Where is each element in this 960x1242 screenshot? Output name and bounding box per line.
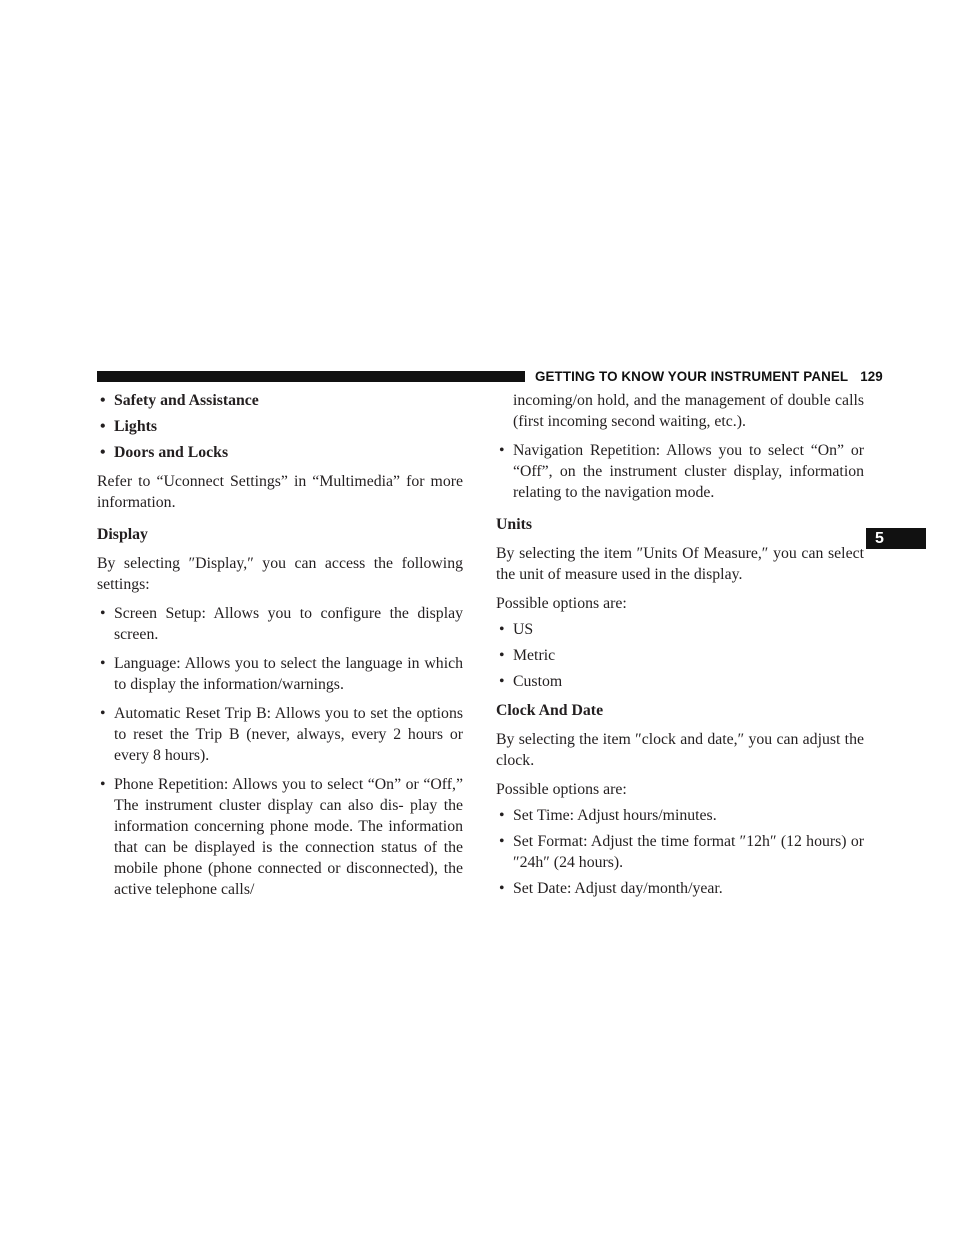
bullet-icon: • <box>100 655 106 672</box>
list-item: • Metric <box>499 647 556 664</box>
bullet-icon: • <box>499 673 505 690</box>
list-item: • Screen Setup: Allows you to configure the display screen. <box>100 605 463 643</box>
list-item: • Set Format: Adjust the time format ″12h″ (12 hours) or ″24h″ (24 hours). <box>499 833 864 871</box>
list-item: • Language: Allows you to select the language in which to display the information/warnings. <box>100 655 463 693</box>
list-item: • Custom <box>499 673 563 690</box>
bullet-icon: • <box>499 807 505 824</box>
list-item: • US <box>499 621 534 638</box>
clock-intro: By selecting the item ″clock and date,″ you can adjust the clock. <box>496 731 864 769</box>
bullet-icon: • <box>100 418 106 435</box>
bullet-icon: • <box>100 444 106 461</box>
clock-heading: Clock And Date <box>496 702 604 719</box>
display-heading: Display <box>97 526 148 543</box>
bullet-icon: • <box>499 880 505 897</box>
header-rule <box>97 371 525 382</box>
clock-options-label: Possible options are: <box>496 781 627 798</box>
list-item: • Set Date: Adjust day/month/year. <box>499 880 723 897</box>
list-item: • Automatic Reset Trip B: Allows you to set the options to reset the Trip B (never, always, every 2 hours or every 8 hours). <box>100 705 463 764</box>
section-title: GETTING TO KNOW YOUR INSTRUMENT PANEL <box>535 369 849 384</box>
continued-text: incoming/on hold, and the management of double calls (first incoming second waiting, etc.). <box>513 392 864 430</box>
right-column <box>496 390 864 899</box>
bullet-icon: • <box>499 833 505 850</box>
list-item: • Navigation Repetition: Allows you to select “On” or “Off”, on the instrument cluster display, information relating to the navigation mode. <box>499 442 864 501</box>
chapter-tab: 5 <box>866 528 926 549</box>
bullet-icon: • <box>100 392 106 409</box>
bullet-icon: • <box>100 605 106 622</box>
bullet-icon: • <box>100 705 106 722</box>
list-item: • Phone Repetition: Allows you to select “On” or “Off,” The instrument cluster display can also dis- play the information concerning phone mode. The information that can be displayed is the connection status of the mobile phone (phone connected or disconnected), the active telephone calls/ <box>100 776 463 898</box>
units-heading: Units <box>496 516 532 533</box>
list-item: • Doors and Locks <box>100 444 229 461</box>
units-options-label: Possible options are: <box>496 595 627 612</box>
running-header <box>535 369 883 385</box>
bullet-icon: • <box>499 442 505 459</box>
bullet-icon: • <box>499 621 505 638</box>
bullet-icon: • <box>100 776 106 793</box>
display-intro: By selecting ″Display,″ you can access the following settings: <box>97 555 463 593</box>
list-item: • Lights <box>100 418 158 435</box>
refer-paragraph: Refer to “Uconnect Settings” in “Multimedia” for more information. <box>97 473 463 511</box>
bullet-icon: • <box>499 647 505 664</box>
list-item: • Safety and Assistance <box>100 392 259 409</box>
units-intro: By selecting the item ″Units Of Measure,″ you can select the unit of measure used in the display. <box>496 545 864 583</box>
left-column <box>97 390 463 900</box>
page-number: 129 <box>860 369 883 384</box>
list-item: • Set Time: Adjust hours/minutes. <box>499 807 717 824</box>
